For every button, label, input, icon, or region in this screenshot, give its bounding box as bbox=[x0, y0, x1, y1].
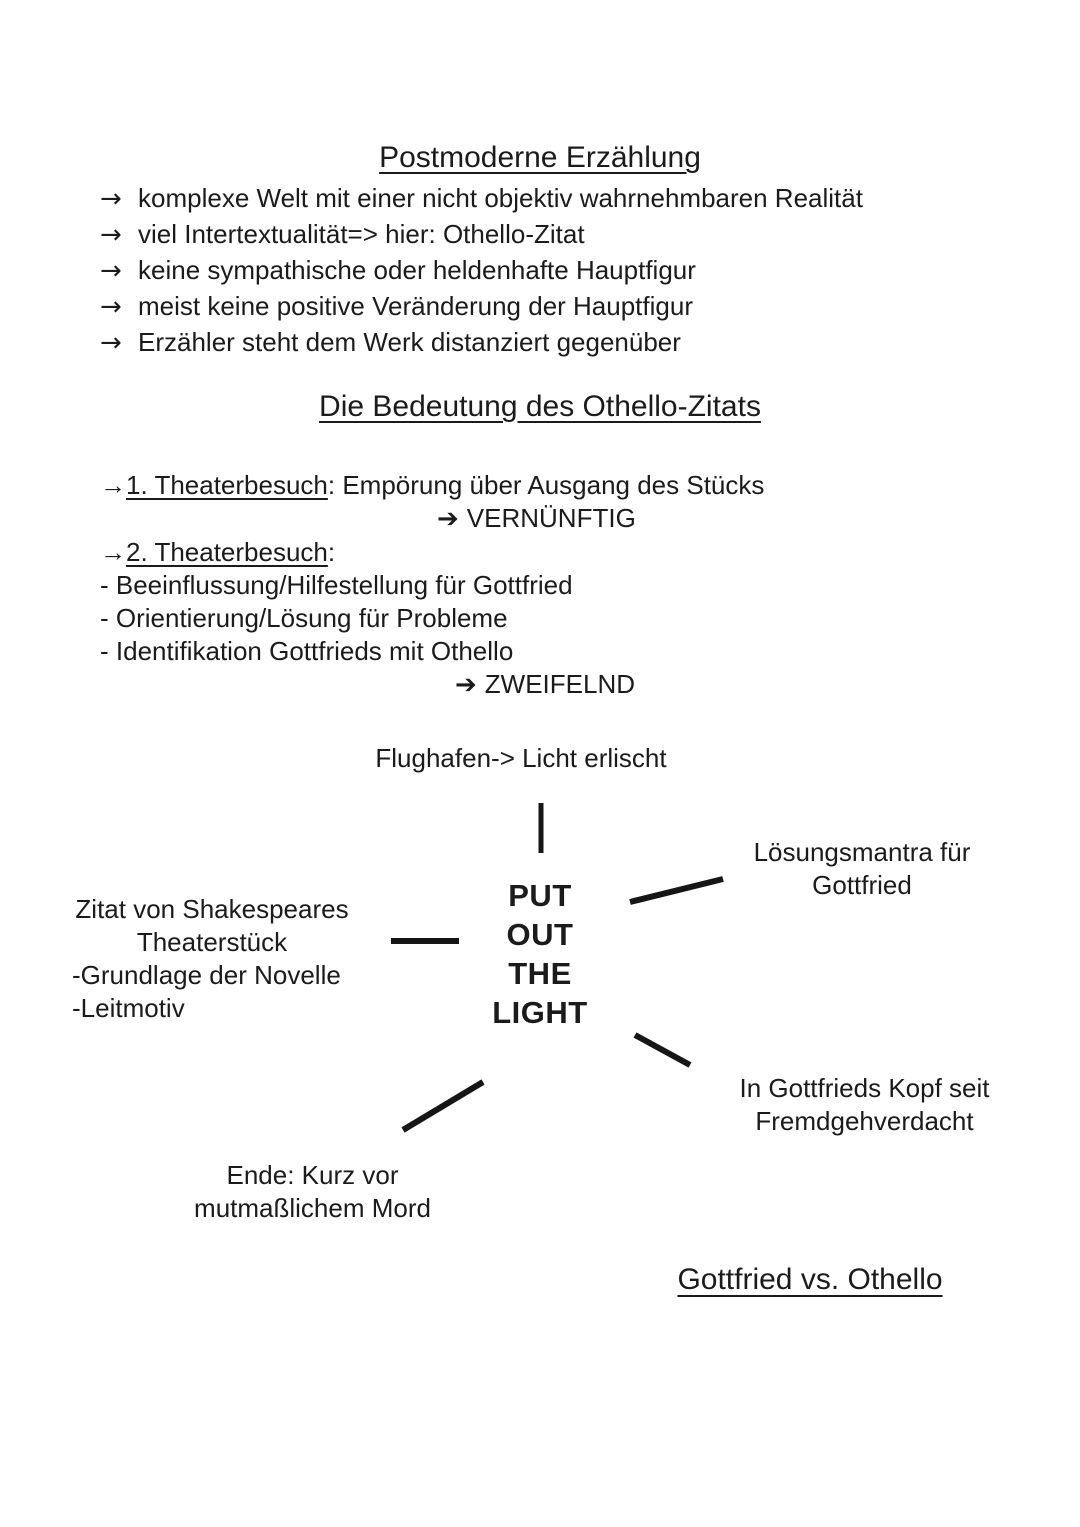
list-item bbox=[100, 253, 1000, 289]
connector-right-top bbox=[630, 879, 723, 902]
bullet-text: Erzähler steht dem Werk distanziert gegenüber bbox=[138, 327, 681, 357]
result-text: ZWEIFELND bbox=[484, 669, 636, 699]
list-item bbox=[100, 181, 1000, 217]
connector-right-bottom bbox=[635, 1035, 690, 1065]
node-text-line: Theaterstück bbox=[136, 927, 288, 957]
bullet-text: viel Intertextualität=> hier: Othello-Zitat bbox=[138, 219, 585, 249]
node-text-line: In Gottfrieds Kopf seit bbox=[739, 1073, 990, 1103]
node-text-line: Zitat von Shakespeares bbox=[75, 894, 349, 924]
node-text-line: Ende: Kurz vor bbox=[226, 1160, 399, 1190]
node-text-line: mutmaßlichem Mord bbox=[194, 1193, 431, 1223]
node-text-line: -Leitmotiv bbox=[72, 993, 185, 1023]
center-line: PUT bbox=[508, 878, 572, 913]
theaterbesuch-2-label: 2. Theaterbesuch bbox=[126, 537, 328, 567]
mindmap-center-put-out-the-light bbox=[465, 876, 615, 1032]
theaterbesuch-2-item bbox=[100, 536, 1020, 569]
center-line: LIGHT bbox=[492, 995, 588, 1030]
postmoderne-bullet-list bbox=[100, 181, 1000, 361]
node-text-line: Fremdgehverdacht bbox=[755, 1106, 974, 1136]
arrow-right-icon: → bbox=[100, 256, 122, 286]
bullet-text: keine sympathische oder heldenhafte Hauptfigur bbox=[138, 255, 696, 285]
result-zweifelnd bbox=[100, 668, 1020, 702]
mindmap-node-loesungsmantra bbox=[737, 836, 987, 902]
mindmap-node-kopf bbox=[737, 1072, 992, 1138]
section-title-bedeutung: Die Bedeutung des Othello-Zitats bbox=[319, 390, 761, 423]
footer-heading-gottfried-vs-othello: Gottfried vs. Othello bbox=[677, 1263, 943, 1296]
heavy-arrow-icon: ➔ bbox=[437, 504, 459, 534]
bullet-text: meist keine positive Veränderung der Hauptfigur bbox=[138, 291, 693, 321]
list-item: - Identifikation Gottfrieds mit Othello bbox=[100, 636, 514, 666]
list-item: - Beeinflussung/Hilfestellung für Gottfried bbox=[100, 570, 573, 600]
mindmap-node-flughafen: Flughafen-> Licht erlischt bbox=[375, 743, 667, 773]
page-title-postmoderne: Postmoderne Erzählung bbox=[379, 141, 701, 174]
mindmap-node-ende bbox=[185, 1159, 440, 1225]
list-item bbox=[100, 289, 1000, 325]
arrow-right-icon: → bbox=[100, 220, 122, 250]
arrow-right-icon: → bbox=[100, 328, 122, 358]
arrow-right-icon: → bbox=[100, 470, 126, 500]
bullet-text: komplexe Welt mit einer nicht objektiv wahrnehmbaren Realität bbox=[138, 183, 863, 213]
result-text: VERNÜNFTIG bbox=[466, 503, 636, 533]
arrow-right-icon: → bbox=[100, 292, 122, 322]
list-item bbox=[100, 325, 1000, 361]
list-item bbox=[100, 217, 1000, 253]
theaterbesuch-1-text: : Empörung über Ausgang des Stücks bbox=[327, 470, 765, 500]
center-line: THE bbox=[508, 956, 572, 991]
list-item: - Orientierung/Lösung für Probleme bbox=[100, 603, 508, 633]
node-text-line: Lösungsmantra für bbox=[753, 837, 971, 867]
heavy-arrow-icon: ➔ bbox=[455, 670, 477, 700]
theaterbesuch-1-label: 1. Theaterbesuch bbox=[126, 470, 328, 500]
node-text-line: -Grundlage der Novelle bbox=[72, 960, 341, 990]
theaterbesuch-1-item bbox=[100, 469, 1020, 502]
result-vernuenftig bbox=[100, 502, 1020, 536]
mindmap-node-zitat bbox=[72, 893, 352, 1025]
theaterbesuch-2-text: : bbox=[327, 537, 336, 567]
connector-bottom-left bbox=[403, 1082, 483, 1130]
arrow-right-icon: → bbox=[100, 184, 122, 214]
bedeutung-list bbox=[100, 469, 1020, 702]
arrow-right-icon: → bbox=[100, 537, 126, 567]
node-text-line: Gottfried bbox=[812, 870, 912, 900]
center-line: OUT bbox=[506, 917, 574, 952]
